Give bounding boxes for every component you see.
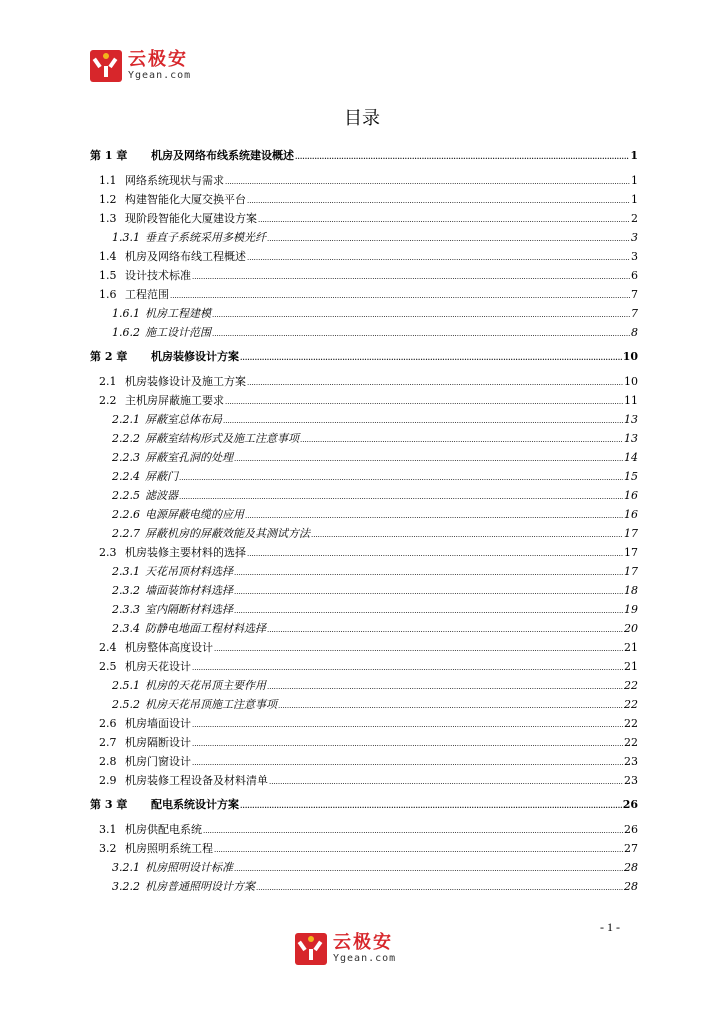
toc-leader-dots [170,285,630,306]
toc-entry-page: 3 [631,250,638,263]
toc-entry-page: 22 [624,736,638,749]
toc-entry-page: 10 [622,350,638,363]
toc-entry-number: 第 3 章 [90,798,128,811]
toc-entry-number: 1.6 [99,288,117,301]
logo-icon [90,50,122,82]
toc-entry[interactable] [90,266,638,285]
toc-entry-title: 墙面装饰材料选择 [145,584,233,597]
toc-entry-number: 2.2.3 [112,451,140,464]
toc-entry[interactable] [90,323,638,342]
toc-entry-title: 机房装修主要材料的选择 [125,546,246,559]
toc-entry-number: 2.5 [99,660,117,673]
toc-entry-page: 20 [624,622,638,635]
toc-entry-number: 3.2.1 [112,861,140,874]
page-number: - 1 - [600,920,620,934]
toc-entry[interactable] [90,714,638,733]
toc-entry-title: 设计技术标准 [125,269,191,282]
toc-entry-number: 2.1 [99,375,117,388]
toc-entry-page: 1 [630,149,638,162]
toc-leader-dots [269,771,623,792]
toc-leader-dots [234,448,623,469]
toc-leader-dots [247,247,630,268]
toc-entry-page: 1 [631,174,638,187]
toc-entry-title: 机房门窗设计 [125,755,191,768]
toc-entry-number: 1.5 [99,269,117,282]
toc-entry-page: 26 [624,823,638,836]
toc-entry-number: 3.1 [99,823,117,836]
toc-entry-page: 16 [624,489,638,502]
toc-entry-number: 1.2 [99,193,117,206]
logo-chinese-text: 云极安 [128,49,188,70]
toc-leader-dots [311,524,623,545]
toc-entry[interactable] [90,638,638,657]
toc-entry-title: 机房普通照明设计方案 [145,880,255,893]
toc-entry-title: 配电系统设计方案 [151,798,239,811]
toc-entry-title: 电源屏蔽电缆的应用 [145,508,244,521]
toc-entry-title: 主机房屏蔽施工要求 [125,394,224,407]
toc-entry-page: 21 [624,660,638,673]
toc-entry-title: 机房照明设计标准 [145,861,233,874]
toc-leader-dots [203,820,623,841]
toc-entry-title: 机房工程建模 [145,307,211,320]
logo-english-text: Ygean.com [333,953,397,964]
toc-leader-dots [212,304,630,325]
toc-entry-number: 第 1 章 [90,149,128,162]
toc-leader-dots [225,171,630,192]
toc-leader-dots [234,562,623,583]
toc-entry-number: 1.4 [99,250,117,263]
toc-entry-number: 2.3.2 [112,584,140,597]
toc-entry-title: 构建智能化大厦交换平台 [125,193,246,206]
toc-entry-title: 屏蔽室总体布局 [145,413,222,426]
toc-leader-dots [192,714,623,735]
toc-entry-number: 2.3 [99,546,117,559]
toc-entry-title: 机房装修设计方案 [151,350,239,363]
toc-leader-dots [245,505,623,526]
toc-leader-dots [267,228,630,249]
toc-entry-page: 14 [624,451,638,464]
toc-entry[interactable] [90,733,638,752]
toc-entry[interactable] [90,285,638,304]
toc-entry[interactable] [90,410,638,429]
toc-leader-dots [267,676,623,697]
toc-entry-number: 1.6.1 [112,307,140,320]
toc-entry-page: 11 [624,394,638,407]
toc-entry-number: 2.2.1 [112,413,140,426]
toc-leader-dots [214,839,623,860]
toc-entry[interactable] [90,391,638,410]
toc-entry-page: 3 [631,231,638,244]
toc-leader-dots [234,600,623,621]
toc-entry[interactable] [90,619,638,638]
toc-entry[interactable] [90,771,638,790]
toc-entry-number: 1.3 [99,212,117,225]
toc-entry-title: 机房天花设计 [125,660,191,673]
toc-entry-number: 3.2.2 [112,880,140,893]
toc-entry[interactable] [90,190,638,209]
toc-entry-page: 28 [624,861,638,874]
toc-entry-title: 机房及网络布线系统建设概述 [151,149,294,162]
toc-entry-number: 2.2 [99,394,117,407]
toc-leader-dots [214,638,623,659]
toc-entry-page: 26 [622,798,638,811]
toc-entry-page: 22 [624,679,638,692]
toc-entry-page: 22 [624,717,638,730]
toc-leader-dots [234,581,623,602]
toc-entry-title: 机房及网络布线工程概述 [125,250,246,263]
toc-leader-dots [234,858,623,879]
toc-entry-title: 屏蔽门 [145,470,178,483]
logo-chinese-text: 云极安 [333,932,393,953]
toc-entry-number: 2.3.1 [112,565,140,578]
toc-entry-page: 13 [624,432,638,445]
toc-entry-page: 17 [624,565,638,578]
toc-entry-page: 18 [624,584,638,597]
toc-entry-number: 2.2.6 [112,508,140,521]
toc-leader-dots [295,146,629,167]
toc-entry-title: 机房墙面设计 [125,717,191,730]
toc-leader-dots [192,752,623,773]
toc-entry-number: 2.2.7 [112,527,140,540]
toc-entry[interactable] [90,372,638,391]
toc-entry-number: 2.6 [99,717,117,730]
toc-entry-number: 2.2.4 [112,470,140,483]
toc-entry-number: 2.5.2 [112,698,140,711]
toc-leader-dots [192,657,623,678]
toc-entry-number: 2.9 [99,774,117,787]
toc-entry-title: 天花吊顶材料选择 [145,565,233,578]
toc-entry-number: 1.6.2 [112,326,140,339]
toc-entry[interactable] [90,467,638,486]
toc-entry-page: 21 [624,641,638,654]
toc-chapter-entry[interactable] [90,795,638,815]
toc-entry-number: 2.2.2 [112,432,140,445]
toc-leader-dots [179,486,623,507]
toc-entry[interactable] [90,524,638,543]
toc-entry-page: 2 [631,212,638,225]
toc-entry[interactable] [90,429,638,448]
toc-entry-title: 垂直子系统采用多模光纤 [145,231,266,244]
toc-entry[interactable] [90,304,638,323]
toc-entry-title: 机房整体高度设计 [125,641,213,654]
toc-entry-number: 第 2 章 [90,350,128,363]
footer-logo [295,933,396,965]
toc-entry-page: 15 [624,470,638,483]
toc-chapter-entry[interactable] [90,347,638,367]
toc-entry-title: 施工设计范围 [145,326,211,339]
toc-entry-number: 2.5.1 [112,679,140,692]
toc-entry[interactable] [90,600,638,619]
toc-entry-title: 机房装修工程设备及材料清单 [125,774,268,787]
toc-leader-dots [267,619,623,640]
toc-entry[interactable] [90,448,638,467]
toc-entry-page: 16 [624,508,638,521]
toc-entry[interactable] [90,562,638,581]
toc-entry-title: 滤波器 [145,489,178,502]
toc-entry[interactable] [90,657,638,676]
toc-entry-page: 7 [631,288,638,301]
toc-entry-title: 机房的天花吊顶主要作用 [145,679,266,692]
logo-english-text: Ygean.com [128,70,192,81]
toc-leader-dots [240,795,622,816]
toc-leader-dots [247,543,623,564]
table-of-contents [90,146,638,896]
toc-entry-number: 1.3.1 [112,231,140,244]
toc-entry-title: 机房装修设计及施工方案 [125,375,246,388]
toc-entry-title: 机房供配电系统 [125,823,202,836]
toc-entry[interactable] [90,820,638,839]
toc-entry-page: 1 [631,193,638,206]
toc-entry[interactable] [90,209,638,228]
toc-entry-number: 2.4 [99,641,117,654]
toc-entry-page: 8 [631,326,638,339]
toc-leader-dots [223,410,623,431]
toc-leader-dots [192,266,630,287]
toc-entry-title: 室内隔断材料选择 [145,603,233,616]
toc-leader-dots [212,323,630,344]
logo-icon [295,933,327,965]
toc-leader-dots [192,733,623,754]
toc-entry-number: 2.2.5 [112,489,140,502]
toc-leader-dots [278,695,623,716]
toc-entry[interactable] [90,228,638,247]
toc-leader-dots [258,209,630,230]
toc-entry[interactable] [90,247,638,266]
toc-leader-dots [225,391,623,412]
toc-entry-page: 28 [624,880,638,893]
toc-leader-dots [240,347,622,368]
toc-entry-title: 防静电地面工程材料选择 [145,622,266,635]
toc-entry-title: 现阶段智能化大厦建设方案 [125,212,257,225]
toc-entry-page: 19 [624,603,638,616]
toc-entry-title: 机房照明系统工程 [125,842,213,855]
toc-entry-number: 3.2 [99,842,117,855]
toc-chapter-entry[interactable] [90,146,638,166]
toc-entry-number: 2.8 [99,755,117,768]
toc-entry[interactable] [90,695,638,714]
toc-entry[interactable] [90,877,638,896]
header-logo [90,50,191,82]
toc-entry-page: 23 [624,755,638,768]
toc-leader-dots [247,372,623,393]
toc-entry-title: 工程范围 [125,288,169,301]
page-title: 目录 [344,108,380,129]
toc-entry-page: 13 [624,413,638,426]
toc-leader-dots [179,467,623,488]
toc-entry[interactable] [90,858,638,877]
toc-entry-title: 机房隔断设计 [125,736,191,749]
toc-entry[interactable] [90,171,638,190]
toc-entry-title: 网络系统现状与需求 [125,174,224,187]
toc-leader-dots [247,190,630,211]
toc-leader-dots [256,877,623,898]
toc-entry[interactable] [90,676,638,695]
toc-entry-page: 10 [624,375,638,388]
toc-entry-number: 2.3.3 [112,603,140,616]
toc-entry[interactable] [90,581,638,600]
toc-entry[interactable] [90,486,638,505]
toc-entry-title: 屏蔽机房的屏蔽效能及其测试方法 [145,527,310,540]
toc-entry-title: 屏蔽室孔洞的处理 [145,451,233,464]
toc-entry[interactable] [90,543,638,562]
toc-entry-page: 7 [631,307,638,320]
toc-entry-page: 6 [631,269,638,282]
toc-entry-page: 17 [624,546,638,559]
toc-entry-page: 17 [624,527,638,540]
toc-entry-number: 1.1 [99,174,117,187]
toc-entry-title: 机房天花吊顶施工注意事项 [145,698,277,711]
toc-entry-page: 22 [624,698,638,711]
toc-entry[interactable] [90,505,638,524]
toc-entry[interactable] [90,839,638,858]
toc-entry-page: 27 [624,842,638,855]
toc-entry-title: 屏蔽室结构形式及施工注意事项 [145,432,299,445]
toc-leader-dots [300,429,623,450]
toc-entry[interactable] [90,752,638,771]
toc-entry-page: 23 [624,774,638,787]
toc-entry-number: 2.3.4 [112,622,140,635]
toc-entry-number: 2.7 [99,736,117,749]
